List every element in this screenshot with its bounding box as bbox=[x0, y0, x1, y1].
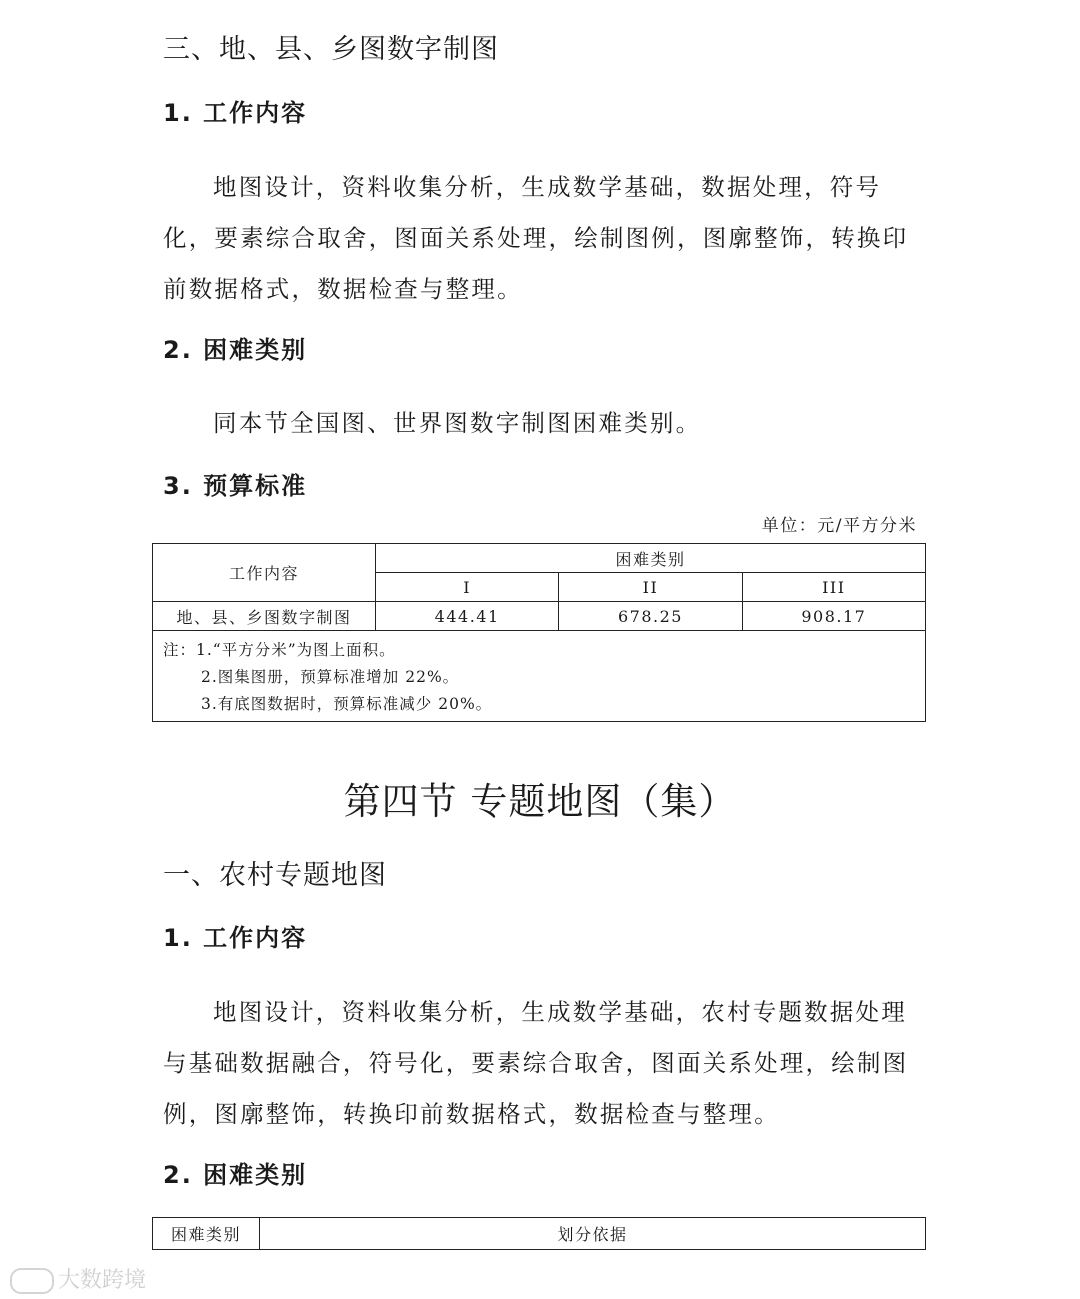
table-row bbox=[153, 602, 926, 631]
value-level-1: 444.41 bbox=[376, 602, 559, 631]
section4-title: 第四节 专题地图（集） bbox=[343, 780, 737, 823]
section4-work-text: 地图设计，资料收集分析，生成数学基础，农村专题数据处理与基础数据融合，符号化，要素综合取舍，图面关系处理，绘制图例，图廓整饰，转换印前数据格式，数据检查与整理。 bbox=[163, 998, 909, 1128]
watermark bbox=[10, 1263, 146, 1294]
part3-work-text: 地图设计，资料收集分析，生成数学基础，数据处理，符号化，要素综合取舍，图面关系处理，绘制图例，图廓整饰，转换印前数据格式，数据检查与整理。 bbox=[163, 173, 909, 303]
part3-title: 三、地、县、乡图数字制图 bbox=[163, 34, 499, 65]
criteria-table bbox=[152, 1217, 926, 1250]
header-work-content: 工作内容 bbox=[153, 544, 376, 602]
header-difficulty-category: 困难类别 bbox=[153, 1218, 260, 1250]
section4-sub1-title: 一、农村专题地图 bbox=[163, 860, 387, 891]
part3-budget-heading: 3. 预算标准 bbox=[163, 472, 308, 500]
section4-work-heading: 1. 工作内容 bbox=[163, 924, 308, 952]
level-2: II bbox=[559, 573, 742, 602]
watermark-logo-icon bbox=[10, 1268, 54, 1294]
part3-work-heading: 1. 工作内容 bbox=[163, 99, 308, 127]
note-3: 3.有底图数据时，预算标准减少 20%。 bbox=[201, 695, 493, 713]
note-1: 注：1.“平方分米”为图上面积。 bbox=[163, 641, 396, 659]
unit-label: 单位：元/平方分米 bbox=[761, 516, 917, 536]
level-3: III bbox=[742, 573, 925, 602]
budget-table bbox=[152, 543, 926, 722]
row-label: 地、县、乡图数字制图 bbox=[153, 602, 376, 631]
header-basis: 划分依据 bbox=[260, 1218, 926, 1250]
level-1: I bbox=[376, 573, 559, 602]
note-2: 2.图集图册，预算标准增加 22%。 bbox=[201, 668, 460, 686]
value-level-3: 908.17 bbox=[742, 602, 925, 631]
section4-difficulty-heading: 2. 困难类别 bbox=[163, 1161, 308, 1189]
value-level-2: 678.25 bbox=[559, 602, 742, 631]
part3-difficulty-heading: 2. 困难类别 bbox=[163, 336, 308, 364]
watermark-text: 大数跨境 bbox=[58, 1268, 147, 1293]
table-notes bbox=[153, 631, 926, 722]
part3-difficulty-text: 同本节全国图、世界图数字制图困难类别。 bbox=[213, 409, 702, 437]
header-difficulty: 困难类别 bbox=[376, 544, 926, 573]
